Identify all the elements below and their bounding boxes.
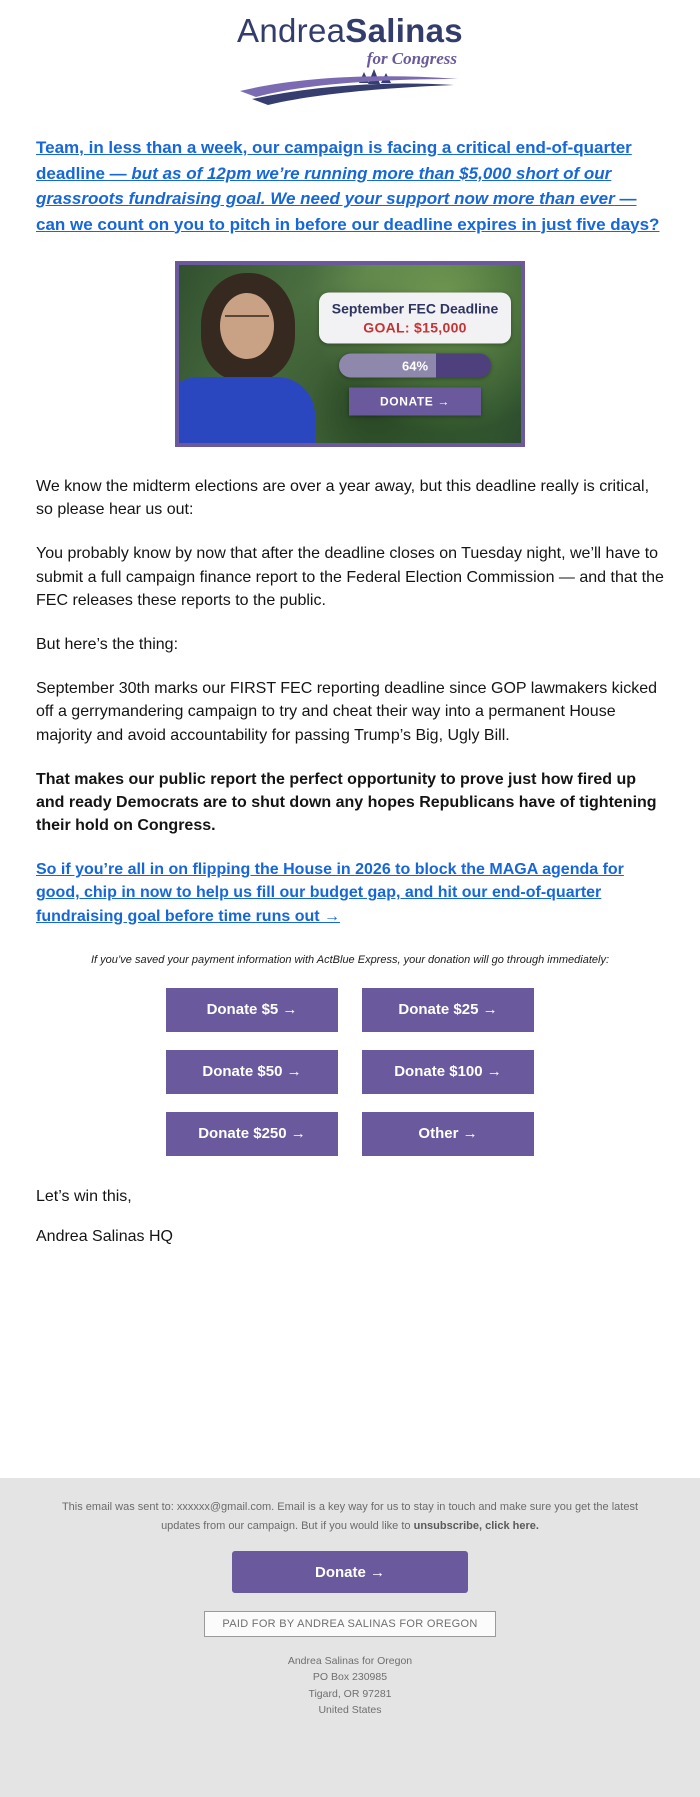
signoff-line: Let’s win this,: [36, 1187, 132, 1205]
donate-amount-grid: [36, 988, 664, 1156]
actblue-express-note: If you’ve saved your payment information with ActBlue Express, your donation will go through immediately:: [90, 953, 610, 966]
intro-part-1: Team, in less than a week, our campaign is facing a critical end-of-quarter deadline —: [36, 138, 632, 183]
paid-for-disclaimer: PAID FOR BY ANDREA SALINAS FOR OREGON: [204, 1611, 496, 1637]
photo-person-blazer: [175, 377, 315, 447]
footer-address-line: PO Box 230985: [312, 1671, 388, 1684]
photo-person-face: [220, 293, 274, 359]
paragraph-1: We know the midterm elections are over a year away, but this deadline really is critical, so please hear us out:: [36, 478, 650, 519]
unsubscribe-link[interactable]: unsubscribe, click here.: [413, 1519, 539, 1532]
hero-image[interactable]: [175, 261, 525, 447]
paragraph-2: You probably know by now that after the deadline closes on Tuesday night, we’ll have to submit a full campaign finance report to the Federal Election Commission — and that the FEC releases these reports to the public.: [36, 545, 664, 609]
fec-deadline-title: September FEC Deadline: [331, 300, 499, 317]
paragraph-3: But here’s the thing:: [36, 635, 179, 653]
paragraph-4: September 30th marks our FIRST FEC reporting deadline since GOP lawmakers kicked off a gerrymandering campaign to try and cheat their way into a permanent House majority and avoid accountability for passing Trump’s Big, Ugly Bill.: [36, 680, 657, 744]
footer-address: [40, 1653, 660, 1718]
hero-donate-button[interactable]: DONATE →: [349, 388, 481, 416]
fundraising-progress-bar: [339, 354, 491, 378]
footer-notice-text: This email was sent to: xxxxxx@gmail.com. Email is a key way for us to stay in touch and make sure you get the latest updates from our campaign. But if you would like to: [61, 1500, 639, 1532]
donate-250-button[interactable]: Donate $250 →: [166, 1112, 338, 1156]
logo-tagline: for Congress: [366, 49, 457, 68]
donate-other-button[interactable]: Other →: [362, 1112, 534, 1156]
footer-address-line: Andrea Salinas for Oregon: [287, 1655, 413, 1668]
footer-address-line: Tigard, OR 97281: [308, 1687, 392, 1700]
logo-first-name: Andrea: [237, 12, 346, 49]
intro-part-2: but as of 12pm we’re running more than $5,000 short of our grassroots fundraising goal. We need your support now more than ever: [36, 163, 615, 208]
campaign-logo: [225, 14, 475, 105]
signature: Andrea Salinas HQ: [36, 1227, 173, 1245]
logo-wave-graphic: [238, 69, 462, 105]
hero-overlay-column: [319, 293, 511, 416]
email-footer: [0, 1478, 700, 1797]
donate-25-button[interactable]: Donate $25 →: [362, 988, 534, 1032]
footer-address-line: United States: [318, 1703, 382, 1716]
photo-person-glasses: [225, 315, 269, 325]
paragraph-5-bold: That makes our public report the perfect opportunity to prove just how fired up and ready Democrats are to shut down any hopes Republicans have of tightening their hold on Congress.: [36, 770, 657, 835]
intro-link-paragraph[interactable]: [36, 135, 664, 237]
footer-notice: [60, 1498, 640, 1535]
fundraising-progress-label: 64%: [401, 358, 429, 373]
footer-donate-button[interactable]: Donate →: [232, 1551, 468, 1593]
fec-deadline-card: [319, 293, 511, 344]
cta-link-paragraph[interactable]: So if you’re all in on flipping the House in 2026 to block the MAGA agenda for good, chip in now to help us fill our budget gap, and hit our end-of-quarter fundraising goal before time runs out →: [36, 861, 624, 925]
fundraising-goal-label: GOAL: $15,000: [363, 319, 467, 336]
donate-5-button[interactable]: Donate $5 →: [166, 988, 338, 1032]
donate-100-button[interactable]: Donate $100 →: [362, 1050, 534, 1094]
logo-last-name: Salinas: [345, 12, 463, 49]
pre-footer-spacer: [0, 1268, 700, 1478]
logo-wordmark: [225, 14, 475, 47]
intro-part-3: — can we count on you to pitch in before our deadline expires in just five days?: [36, 189, 660, 234]
donate-50-button[interactable]: Donate $50 →: [166, 1050, 338, 1094]
